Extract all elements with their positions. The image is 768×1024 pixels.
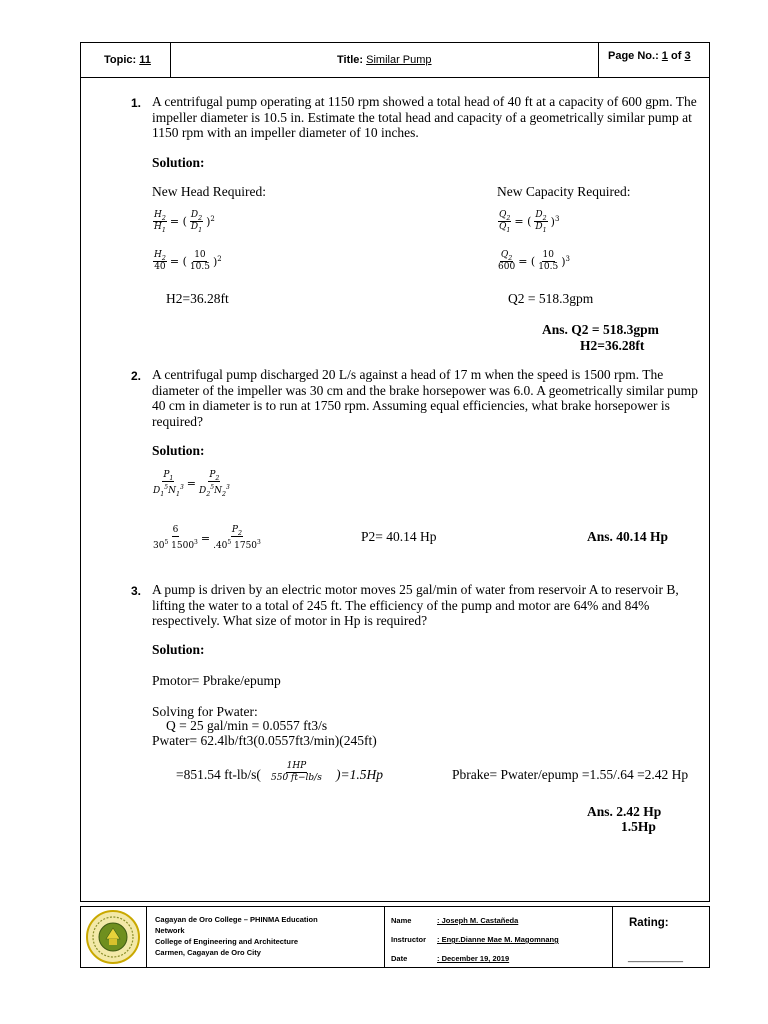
- school-address: Carmen, Cagayan de Oro City: [155, 948, 261, 957]
- page-header: [80, 42, 710, 78]
- power-ratio-formula: $\frac{P_1}{D_1^5N_1^3}$ = $\frac{P_2}{D_2^5N_2^3}$: [153, 470, 230, 498]
- college-name: College of Engineering and Architecture: [155, 937, 299, 946]
- flow-rate-line: Q = 25 gal/min = 0.0557 ft3/s: [166, 718, 328, 733]
- water-power-hp: )=1.5Hp: [336, 767, 383, 782]
- problem-1-answer-capacity: Ans. Q2 = 518.3gpm: [542, 322, 659, 337]
- problem-2-result: P2= 40.14 Hp: [361, 529, 437, 544]
- college-seal-icon: [84, 909, 142, 965]
- title-field: [337, 42, 432, 78]
- school-name-line-2: Network: [155, 926, 185, 935]
- page-current: 1: [661, 50, 668, 62]
- capacity-ratio-formula: $\frac{Q_2}{Q_1}$ = ( $\frac{D_2}{D_1}$ )$^3$: [499, 210, 560, 234]
- motor-power-equation: Pmotor= Pbrake/epump: [152, 673, 281, 688]
- name-label: Name: [391, 916, 412, 925]
- instructor-label: Instructor: [391, 935, 427, 944]
- head-substitution-formula: $\frac{H_2}{40}$ = ( $\frac{10}{10.5}$ )$^2$: [154, 250, 222, 272]
- rating-label: Rating:: [629, 917, 669, 929]
- problem-3-answer-brake: Ans. 2.42 Hp: [587, 804, 662, 819]
- new-capacity-label: New Capacity Required:: [497, 184, 631, 199]
- head-ratio-formula: $\frac{H_2}{H_1}$ = ( $\frac{D_2}{D_1}$ )$^2$: [154, 210, 215, 234]
- page-number-field: [608, 42, 691, 78]
- header-divider: [598, 42, 599, 78]
- problem-3-number: 3.: [131, 584, 142, 598]
- problem-1-solution-label: Solution:: [152, 155, 205, 170]
- header-divider: [170, 42, 171, 78]
- topic-field: [104, 42, 151, 78]
- power-substitution-formula: $\frac{6}{30^5 1500^3}$ = $\frac{P_2}{.40^5 1750^3}$: [153, 525, 261, 551]
- problem-2-solution-label: Solution:: [152, 443, 205, 458]
- problem-2-number: 2.: [131, 369, 142, 383]
- problem-3-solution-label: Solution:: [152, 642, 205, 657]
- problem-2-text: A centrifugal pump discharged 20 L/s against a head of 17 m when the speed is 1500 rpm. The diameter of the impeller was 30 cm and the brake horsepower was 6.0. A geometrically similar pump 40 cm in diameter is to run at 1750 rpm. Assuming equal efficiencies, what brake horsepower is required?: [152, 367, 698, 429]
- title-value: Similar Pump: [366, 54, 432, 66]
- problem-2-answer: Ans. 40.14 Hp: [587, 529, 669, 544]
- footer-divider: [384, 906, 385, 968]
- instructor-value: : Engr.Dianne Mae M. Magomnang: [437, 935, 559, 944]
- water-power-line: Pwater= 62.4lb/ft3(0.0557ft3/min)(245ft): [152, 733, 377, 748]
- problem-1-number: 1.: [131, 96, 142, 110]
- footer-divider: [612, 906, 613, 968]
- date-value: : December 19, 2019: [437, 954, 510, 963]
- head-result: H2=36.28ft: [166, 291, 229, 306]
- page-label: Page No.:: [608, 50, 659, 62]
- capacity-substitution-formula: $\frac{Q_2}{600}$ = ( $\frac{10}{10.5}$ )$^3$: [498, 250, 571, 272]
- footer-divider: [146, 906, 147, 968]
- problem-1-text: A centrifugal pump operating at 1150 rpm showed a total head of 40 ft at a capacity of 600 gpm. The impeller diameter is 10.5 in. Estimate the total head and capacity of a geometrically similar pump at 1150 rpm with an impeller diameter of 10 inches.: [152, 94, 697, 140]
- name-value: : Joseph M. Castañeda: [437, 916, 519, 925]
- page-of: of: [670, 50, 682, 62]
- rating-blank: ___________: [628, 952, 684, 962]
- brake-power-line: Pbrake= Pwater/epump =1.55/.64 =2.42 Hp: [452, 767, 689, 782]
- school-name-line-1: Cagayan de Oro College – PHINMA Education: [155, 915, 318, 924]
- topic-label: Topic:: [104, 54, 137, 66]
- problem-3-text: A pump is driven by an electric motor moves 25 gal/min of water from reservoir A to reservoir B, lifting the water to a total of 245 ft. The efficiency of the pump and motor are 64% and 84% respectively. What size of motor in Hp is required?: [152, 582, 679, 628]
- water-power-value-text: =851.54 ft-lb/s(: [176, 767, 261, 782]
- water-power-value: [176, 767, 261, 782]
- title-label: Title:: [337, 54, 364, 66]
- solving-for-water-power: Solving for Pwater:: [152, 704, 258, 719]
- hp-conversion-fraction: $\frac{1HP}{550 ft-lb/s}$: [271, 761, 322, 783]
- new-head-label: New Head Required:: [152, 184, 266, 199]
- page-total: 3: [684, 50, 691, 62]
- topic-value: 11: [139, 54, 151, 66]
- problem-3-answer-water: 1.5Hp: [621, 819, 656, 834]
- date-label: Date: [391, 954, 408, 963]
- capacity-result: Q2 = 518.3gpm: [508, 291, 594, 306]
- problem-1-answer-head: H2=36.28ft: [580, 338, 645, 353]
